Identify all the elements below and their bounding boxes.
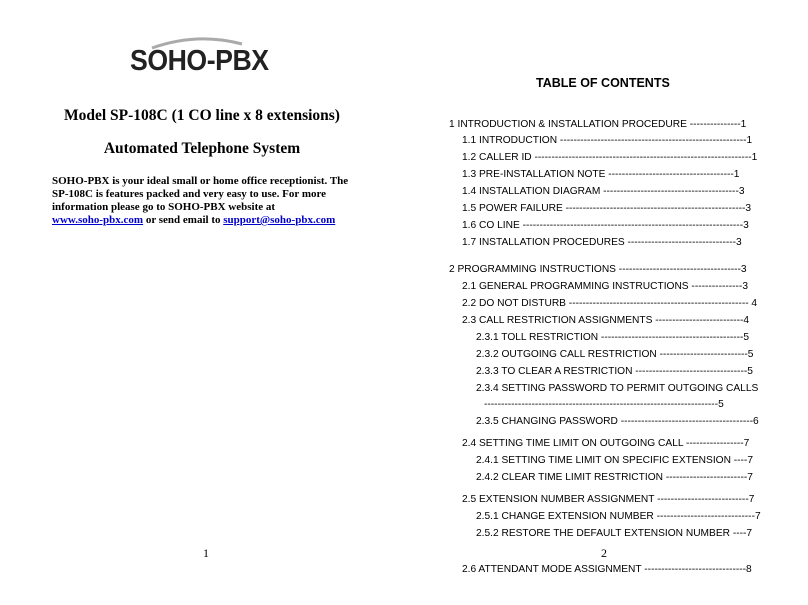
toc-entry[interactable]: 2.5.1 CHANGE EXTENSION NUMBER -----------------------------7: [476, 511, 761, 522]
email-link[interactable]: support@soho-pbx.com: [223, 214, 336, 226]
intro-line: SOHO-PBX is your ideal small or home office receptionist. The: [52, 175, 349, 187]
intro-paragraph: [52, 175, 362, 227]
toc-entry[interactable]: 1.6 CO LINE -----------------------------------------------------------------3: [462, 220, 749, 231]
toc-title: TABLE OF CONTENTS: [536, 76, 670, 90]
system-title: Automated Telephone System: [103, 140, 301, 157]
toc-entry[interactable]: 2.3.1 TOLL RESTRICTION ------------------------------------------5: [476, 332, 750, 343]
right-page: [404, 0, 808, 605]
toc-entry[interactable]: 2.3.5 CHANGING PASSWORD ---------------------------------------6: [476, 416, 759, 427]
toc-entry[interactable]: 2.1 GENERAL PROGRAMMING INSTRUCTIONS ---------------3: [462, 281, 748, 292]
toc-entry[interactable]: 2.3 CALL RESTRICTION ASSIGNMENTS --------------------------4: [462, 315, 750, 326]
toc-entry[interactable]: 1.3 PRE-INSTALLATION NOTE -------------------------------------1: [462, 169, 740, 180]
toc-entry-continuation: ---------------------------------------------------------------------5: [484, 399, 724, 410]
toc-entry[interactable]: 2.6 ATTENDANT MODE ASSIGNMENT ------------------------------8: [462, 564, 752, 575]
intro-line: [52, 214, 362, 227]
intro-text: or send email to: [143, 214, 224, 226]
toc-entry[interactable]: 2.4 SETTING TIME LIMIT ON OUTGOING CALL -----------------7: [462, 438, 750, 449]
page-number: 2: [601, 546, 607, 560]
toc-entry[interactable]: 2.4.1 SETTING TIME LIMIT ON SPECIFIC EXTENSION ----7: [476, 455, 753, 466]
toc-entry[interactable]: 1.5 POWER FAILURE -----------------------------------------------------3: [462, 203, 752, 214]
toc-entry[interactable]: 2.3.4 SETTING PASSWORD TO PERMIT OUTGOING CALLS: [476, 383, 759, 394]
website-link[interactable]: www.soho-pbx.com: [52, 214, 144, 226]
intro-line: SP-108C is features packed and very easy to use. For more: [52, 188, 327, 200]
toc-entry[interactable]: 2.5.2 RESTORE THE DEFAULT EXTENSION NUMBER ----7: [476, 528, 753, 539]
toc-entry[interactable]: 2.3.2 OUTGOING CALL RESTRICTION --------------------------5: [476, 349, 754, 360]
toc-entry[interactable]: 2.5 EXTENSION NUMBER ASSIGNMENT ---------------------------7: [462, 494, 755, 505]
toc-entry[interactable]: 1.7 INSTALLATION PROCEDURES --------------------------------3: [462, 237, 742, 248]
toc-entry[interactable]: 1.1 INTRODUCTION -------------------------------------------------------1: [462, 135, 753, 146]
page-number: 1: [203, 546, 209, 560]
toc-entry[interactable]: 1.4 INSTALLATION DIAGRAM ----------------------------------------3: [462, 186, 745, 197]
model-title: Model SP-108C (1 CO line x 8 extensions): [64, 107, 340, 124]
intro-line: information please go to SOHO-PBX website at: [52, 201, 276, 213]
toc-entry[interactable]: 1 INTRODUCTION & INSTALLATION PROCEDURE ---------------1: [449, 119, 747, 130]
toc-entry[interactable]: 1.2 CALLER ID ----------------------------------------------------------------1: [462, 152, 758, 163]
toc-entry[interactable]: 2.2 DO NOT DISTURB ----------------------------------------------------- 4: [462, 298, 758, 309]
logo: SOHO-PBX: [130, 45, 269, 77]
toc-entry[interactable]: 2.4.2 CLEAR TIME LIMIT RESTRICTION ------------------------7: [476, 472, 753, 483]
toc-entry[interactable]: 2 PROGRAMMING INSTRUCTIONS ------------------------------------3: [449, 264, 747, 275]
toc-entry[interactable]: 2.3.3 TO CLEAR A RESTRICTION ---------------------------------5: [476, 366, 753, 377]
